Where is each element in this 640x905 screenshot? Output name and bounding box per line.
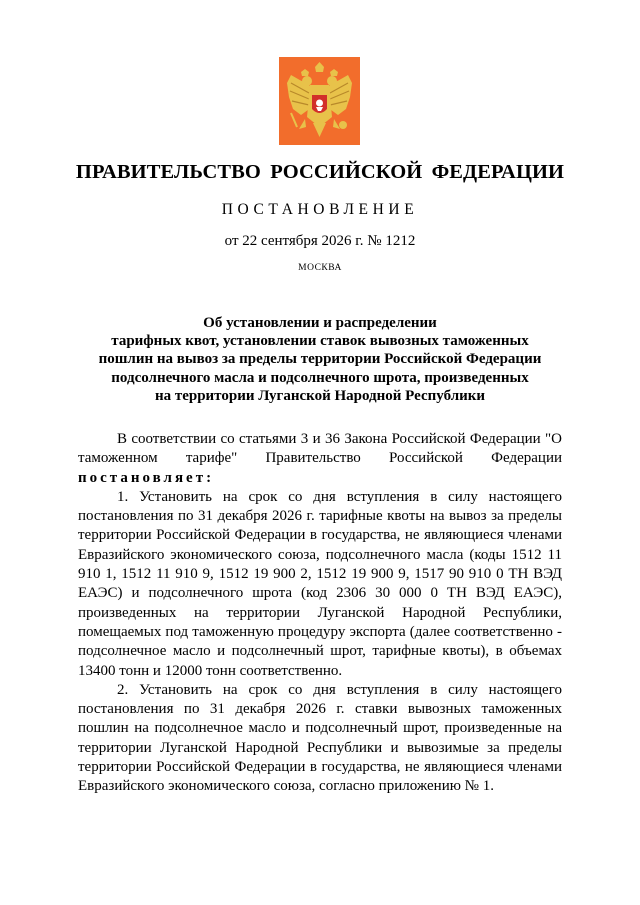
document-city: МОСКВА bbox=[298, 263, 342, 273]
heading-line: на территории Луганской Народной Республики bbox=[154, 387, 486, 404]
government-title: ПРАВИТЕЛЬСТВО РОССИЙСКОЙ ФЕДЕРАЦИИ bbox=[75, 161, 565, 183]
paragraph-2: 2. Установить на срок со дня вступления в силу настоящего постановления по 31 декабря 2026 г. ставки вывозных таможенных пошлин на подсолнечное масло и подсолнечный шрот, произведенные на территории Луганской Народной Республики и вывозимые за пределы территории Российской Федерации в государства, не являющиеся членами Евразийского экономического союза, согласно приложению № 1. bbox=[78, 681, 562, 795]
intro-text: В соответствии со статьями 3 и 36 Закона Российской Федерации "О таможенном тарифе" Правительство Российской Федерации bbox=[78, 431, 562, 467]
paragraph-1: 1. Установить на срок со дня вступления в силу настоящего постановления по 31 декабря 2026 г. тарифные квоты на вывоз за пределы территории Российской Федерации в государства, не являющиеся членами Евразийского экономического союза, подсолнечного масла (коды 1512 11 910 1, 1512 11 910 9, 1512 19 900 2, 1512 19 900 9, 1517 90 910 0 ТН ВЭД ЕАЭС) и подсолнечного шрота (код 2306 30 000 0 ТН ВЭД ЕАЭС), произведенных на территории Луганской Народной Республики, помещаемых под таможенную процедуру экспорта (далее соответственно - подсолнечное масло и подсолнечный шрот, тарифные квоты), в объемах 13400 тонн и 12000 тонн соответственно. bbox=[78, 488, 562, 679]
heading-line: Об установлении и распределении bbox=[203, 315, 437, 331]
heading-line: подсолнечного масла и подсолнечного шрота, произведенных bbox=[111, 369, 529, 386]
intro-paragraph bbox=[78, 430, 562, 488]
decree-keyword: постановляет: bbox=[78, 469, 215, 486]
heading-line: пошлин на вывоз за пределы территории Российской Федерации bbox=[98, 351, 542, 368]
document-date-number: от 22 сентября 2026 г. № 1212 bbox=[224, 233, 416, 249]
heading-line: тарифных квот, установлении ставок вывозных таможенных bbox=[111, 333, 529, 350]
document-type: ПОСТАНОВЛЕНИЕ bbox=[221, 201, 419, 218]
coat-of-arms-icon bbox=[279, 57, 360, 145]
document-body bbox=[78, 430, 562, 797]
document-heading bbox=[0, 314, 640, 405]
